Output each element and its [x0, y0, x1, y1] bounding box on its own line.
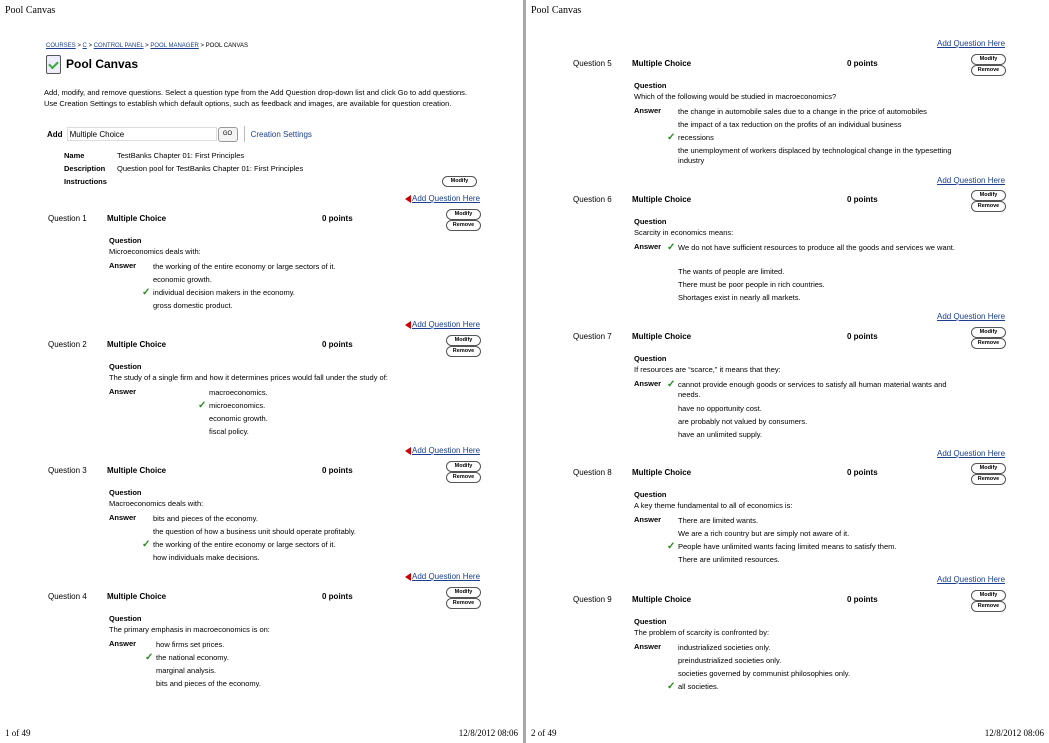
pool-instructions-row [64, 177, 117, 186]
modify-button[interactable]: Modify [446, 461, 481, 472]
answer-option: economic growth. [153, 275, 212, 284]
correct-check-icon: ✓ [667, 681, 676, 692]
correct-check-icon: ✓ [145, 652, 154, 663]
question-type: Multiple Choice [107, 592, 167, 601]
question-text: Scarcity in economics means: [634, 228, 734, 237]
go-button[interactable]: GO [218, 127, 238, 142]
pool-name-row [64, 151, 244, 160]
correct-check-icon: ✓ [667, 379, 676, 390]
answer-label: Answer [109, 513, 137, 522]
add-question-here-link[interactable]: Add Question Here [937, 449, 1006, 458]
pdf-page-1 [0, 0, 523, 743]
question-type: Multiple Choice [632, 468, 692, 477]
question-label: Question [634, 217, 667, 226]
pool-description-row [64, 164, 303, 173]
add-label: Add [47, 129, 63, 139]
answer-option: how individuals make decisions. [153, 553, 260, 562]
answer-option: Shortages exist in nearly all markets. [678, 293, 801, 302]
answer-option: bits and pieces of the economy. [153, 514, 258, 523]
remove-button[interactable]: Remove [971, 338, 1006, 349]
question-number: Question 8 [573, 468, 612, 477]
add-question-here-link[interactable]: Add Question Here [412, 446, 481, 455]
correct-check-icon: ✓ [142, 287, 151, 298]
answer-option: have an unlimited supply. [678, 430, 763, 439]
breadcrumb-current: POOL CANVAS [205, 43, 249, 49]
answer-option: preindustrialized societies only. [678, 656, 782, 665]
page-number: 2 of 49 [531, 728, 557, 738]
question-number: Question 1 [48, 214, 87, 223]
breadcrumb-courses[interactable]: COURSES [46, 43, 76, 49]
add-arrow-icon [405, 321, 411, 329]
question-number: Question 7 [573, 332, 612, 341]
remove-button[interactable]: Remove [971, 474, 1006, 485]
answer-option: We are a rich country but are simply not aware of it. [678, 529, 850, 538]
question-text: Macroeconomics deals with: [109, 499, 204, 508]
modify-button[interactable]: Modify [446, 335, 481, 346]
modify-button[interactable]: Modify [446, 587, 481, 598]
add-question-here-link[interactable]: Add Question Here [412, 194, 481, 203]
question-points: 0 points [847, 468, 878, 477]
question-type: Multiple Choice [107, 466, 167, 475]
question-text: The study of a single firm and how it determines prices would fall under the study of: [109, 373, 388, 382]
question-text: Which of the following would be studied in macroeconomics? [634, 92, 837, 101]
answer-option: cannot provide enough goods or services to satisfy all human material wants and needs. [678, 380, 947, 399]
question-label: Question [634, 81, 667, 90]
modify-button[interactable]: Modify [446, 209, 481, 220]
print-date: 12/8/2012 08:06 [458, 728, 518, 738]
question-number: Question 9 [573, 595, 612, 604]
question-number: Question 3 [48, 466, 87, 475]
answer-option: industrialized societies only. [678, 643, 771, 652]
question-points: 0 points [322, 466, 353, 475]
answer-option: are probably not valued by consumers. [678, 417, 808, 426]
pdf-page-2 [526, 0, 1049, 743]
answer-option: the question of how a business unit should operate profitably. [153, 527, 356, 536]
question-text: The problem of scarcity is confronted by: [634, 628, 770, 637]
answer-option: bits and pieces of the economy. [156, 679, 261, 688]
remove-button[interactable]: Remove [446, 220, 481, 231]
question-points: 0 points [322, 214, 353, 223]
remove-button[interactable]: Remove [446, 346, 481, 357]
breadcrumb: COURSES > C > CONTROL PANEL > POOL MANAGER > POOL CANVAS [46, 43, 249, 49]
add-arrow-icon [405, 447, 411, 455]
answer-option: There must be poor people in rich countries. [678, 280, 825, 289]
question-number: Question 2 [48, 340, 87, 349]
instructions-label: Instructions [64, 177, 107, 186]
answer-option: have no opportunity cost. [678, 404, 762, 413]
answer-option: There are unlimited resources. [678, 555, 780, 564]
question-label: Question [109, 614, 142, 623]
answer-option: economic growth. [209, 414, 268, 423]
question-type: Multiple Choice [632, 59, 692, 68]
question-points: 0 points [322, 340, 353, 349]
question-text: A key theme fundamental to all of economics is: [634, 501, 793, 510]
answer-option: The wants of people are limited. [678, 267, 785, 276]
pool-description: Question pool for TestBanks Chapter 01: First Principles [117, 164, 304, 173]
add-arrow-icon [405, 195, 411, 203]
intro-text: Add, modify, and remove questions. Select a question type from the Add Question drop-down list and click Go to add questions. Use Creation Settings to establish which default options, such as feedback and images, are available for question creation. [44, 88, 468, 108]
separator [244, 126, 245, 142]
creation-settings-link[interactable]: Creation Settings [250, 129, 312, 139]
answer-option: individual decision makers in the economy. [153, 288, 296, 297]
answer-label: Answer [109, 261, 137, 270]
page-header: Pool Canvas [531, 5, 582, 16]
answer-option: the unemployment of workers displaced by technological change in the typesetting industry [678, 146, 952, 165]
breadcrumb-control-panel[interactable]: CONTROL PANEL [93, 43, 144, 49]
page-number: 1 of 49 [5, 728, 31, 738]
answer-option: There are limited wants. [678, 516, 759, 525]
question-type: Multiple Choice [107, 214, 167, 223]
add-arrow-icon [405, 573, 411, 581]
description-label: Description [64, 164, 106, 173]
answer-label: Answer [634, 242, 662, 251]
question-type: Multiple Choice [632, 332, 692, 341]
question-text: If resources are “scarce,” it means that they: [634, 365, 781, 374]
remove-button[interactable]: Remove [971, 201, 1006, 212]
remove-button[interactable]: Remove [446, 472, 481, 483]
answer-option: gross domestic product. [153, 301, 233, 310]
answer-option: People have unlimited wants facing limited means to satisfy them. [678, 542, 897, 551]
answer-label: Answer [634, 106, 662, 115]
breadcrumb-course[interactable]: C [82, 43, 87, 49]
name-label: Name [64, 151, 85, 160]
add-question-here-link[interactable]: Add Question Here [412, 320, 481, 329]
answer-option: We do not have sufficient resources to produce all the goods and services we want. [678, 243, 955, 252]
answer-option: microeconomics. [209, 401, 266, 410]
question-type: Multiple Choice [107, 340, 167, 349]
answer-option: recessions [678, 133, 714, 142]
question-label: Question [109, 362, 142, 371]
question-label: Question [109, 488, 142, 497]
answer-option: macroeconomics. [209, 388, 268, 397]
question-number: Question 6 [573, 195, 612, 204]
page-header: Pool Canvas [5, 5, 56, 16]
question-points: 0 points [322, 592, 353, 601]
answer-option: all societies. [678, 682, 719, 691]
modify-pool-button[interactable]: Modify [442, 176, 477, 187]
remove-button[interactable]: Remove [971, 601, 1006, 612]
add-question-here-link[interactable]: Add Question Here [937, 176, 1006, 185]
modify-button[interactable]: Modify [971, 54, 1006, 65]
add-question-here-link[interactable]: Add Question Here [937, 39, 1006, 48]
remove-button[interactable]: Remove [971, 65, 1006, 76]
question-label: Question [634, 490, 667, 499]
question-type: Multiple Choice [632, 195, 692, 204]
modify-button[interactable]: Modify [971, 463, 1006, 474]
correct-check-icon: ✓ [198, 400, 207, 411]
correct-check-icon: ✓ [667, 541, 676, 552]
remove-button[interactable]: Remove [446, 598, 481, 609]
answer-label: Answer [109, 387, 137, 396]
answer-label: Answer [634, 379, 662, 388]
breadcrumb-pool-manager[interactable]: POOL MANAGER [150, 43, 199, 49]
answer-option: the working of the entire economy or large sectors of it. [153, 262, 336, 271]
answer-label: Answer [109, 639, 137, 648]
question-number: Question 4 [48, 592, 87, 601]
clipboard-check-icon [46, 55, 61, 74]
add-question-here-link[interactable]: Add Question Here [412, 572, 481, 581]
answer-option: the national economy. [156, 653, 229, 662]
add-question-row [47, 126, 312, 142]
question-text: The primary emphasis in macroeconomics is on: [109, 625, 270, 634]
question-number: Question 5 [573, 59, 612, 68]
correct-check-icon: ✓ [667, 242, 676, 253]
question-type: Multiple Choice [632, 595, 692, 604]
answer-option: how firms set prices. [156, 640, 225, 649]
answer-option: the impact of a tax reduction on the profits of an individual business [678, 120, 902, 129]
page-title-bar [46, 53, 138, 75]
pool-name: TestBanks Chapter 01: First Principles [117, 151, 245, 160]
question-text: Microeconomics deals with: [109, 247, 201, 256]
answer-option: fiscal policy. [209, 427, 249, 436]
answer-option: marginal analysis. [156, 666, 217, 675]
question-label: Question [634, 354, 667, 363]
modify-button[interactable]: Modify [971, 327, 1006, 338]
answer-label: Answer [634, 642, 662, 651]
answer-option: the change in automobile sales due to a change in the price of automobiles [678, 107, 927, 116]
question-points: 0 points [847, 59, 878, 68]
question-points: 0 points [847, 595, 878, 604]
correct-check-icon: ✓ [142, 539, 151, 550]
question-label: Question [634, 617, 667, 626]
question-points: 0 points [847, 332, 878, 341]
add-question-here-link[interactable]: Add Question Here [937, 575, 1006, 584]
answer-label: Answer [634, 515, 662, 524]
question-type-select[interactable]: Multiple Choice [67, 127, 217, 141]
question-points: 0 points [847, 195, 878, 204]
modify-button[interactable]: Modify [971, 190, 1006, 201]
answer-option: societies governed by communist philosophies only. [678, 669, 851, 678]
question-label: Question [109, 236, 142, 245]
page-title: Pool Canvas [66, 57, 139, 71]
modify-button[interactable]: Modify [971, 590, 1006, 601]
answer-option: the working of the entire economy or large sectors of it. [153, 540, 336, 549]
correct-check-icon: ✓ [667, 132, 676, 143]
print-date: 12/8/2012 08:06 [984, 728, 1044, 738]
add-question-here-link[interactable]: Add Question Here [937, 312, 1006, 321]
